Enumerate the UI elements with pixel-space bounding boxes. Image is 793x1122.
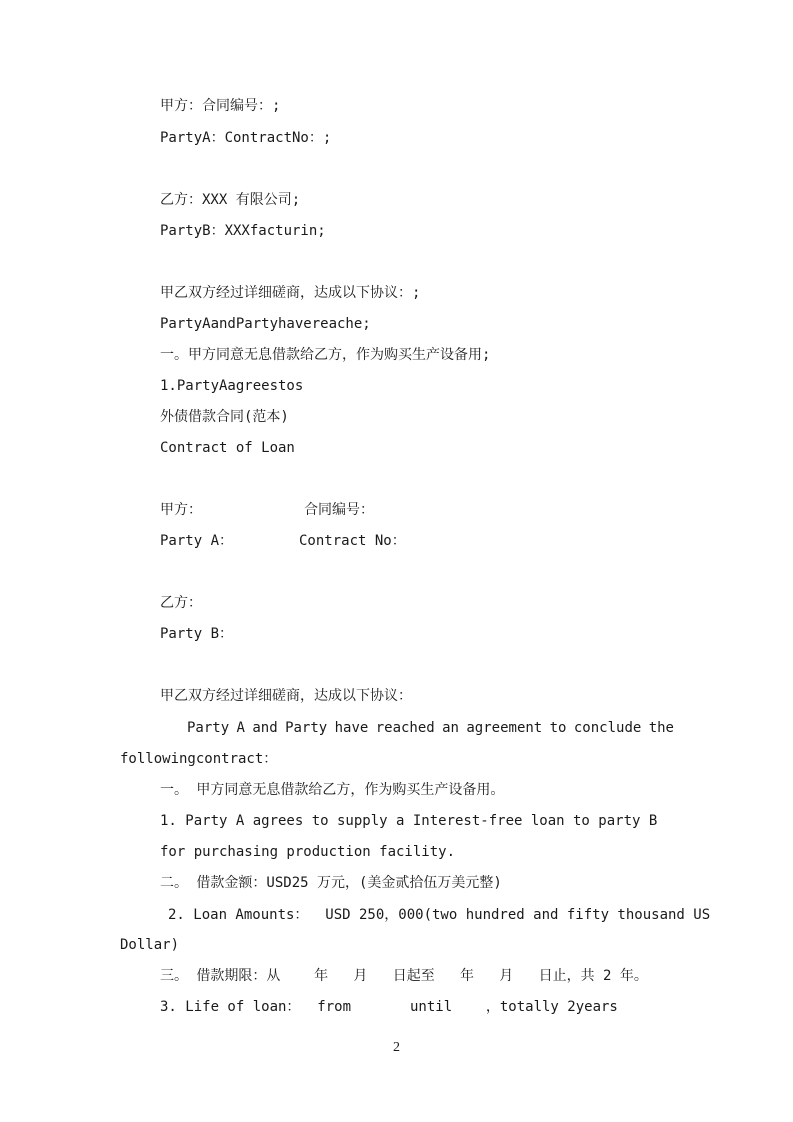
clause-3-cn: 三。 借款期限：从 年 月 日起至 年 月 日止，共 2 年。 <box>160 968 648 984</box>
clause-1-en-line1: 1. Party A agrees to supply a Interest-free loan to party B <box>160 813 658 829</box>
clause-1-en-line2: for purchasing production facility. <box>160 844 456 860</box>
clause-1-en-short: 1.PartyAagreestos <box>160 378 304 394</box>
party-a-contract-no-en: PartyA：ContractNo：; <box>160 130 332 146</box>
agreement-statement-cn: 甲乙双方经过详细磋商，达成以下协议： <box>160 688 412 704</box>
party-a-label-cn: 甲方： <box>160 502 202 518</box>
agreement-intro-cn: 甲乙双方经过详细磋商，达成以下协议：; <box>160 285 421 301</box>
document-title-cn: 外债借款合同(范本) <box>160 409 289 425</box>
page-number: 2 <box>393 1040 400 1055</box>
party-a-contract-no-cn: 甲方：合同编号：; <box>160 98 281 114</box>
clause-1-cn: 一。 甲方同意无息借款给乙方，作为购买生产设备用。 <box>160 782 505 798</box>
contract-no-label-en: Contract No： <box>299 533 406 549</box>
agreement-intro-en: PartyAandPartyhavereache; <box>160 316 371 332</box>
party-b-label-cn: 乙方： <box>160 595 202 611</box>
clause-3-en: 3. Life of loan： from until ，totally 2years <box>160 999 618 1015</box>
agreement-statement-en-line2: followingcontract： <box>120 751 278 767</box>
agreement-statement-en-line1: Party A and Party have reached an agreement to conclude the <box>187 720 674 736</box>
clause-2-cn: 二。 借款金额：USD25 万元，(美金贰拾伍万美元整) <box>160 875 502 891</box>
document-title-en: Contract of Loan <box>160 440 295 456</box>
party-b-en: PartyB：XXXfacturin; <box>160 223 326 239</box>
party-b-cn: 乙方：XXX 有限公司; <box>160 192 301 208</box>
contract-no-label-cn: 合同编号： <box>304 502 374 518</box>
party-b-label-en: Party B： <box>160 626 234 642</box>
clause-2-en-line1: 2. Loan Amounts： USD 250，000(two hundred and fifty thousand US <box>168 907 711 923</box>
clause-1-cn-short: 一。甲方同意无息借款给乙方，作为购买生产设备用; <box>160 347 491 363</box>
clause-2-en-line2: Dollar) <box>120 937 180 953</box>
party-a-label-en: Party A： <box>160 533 234 549</box>
